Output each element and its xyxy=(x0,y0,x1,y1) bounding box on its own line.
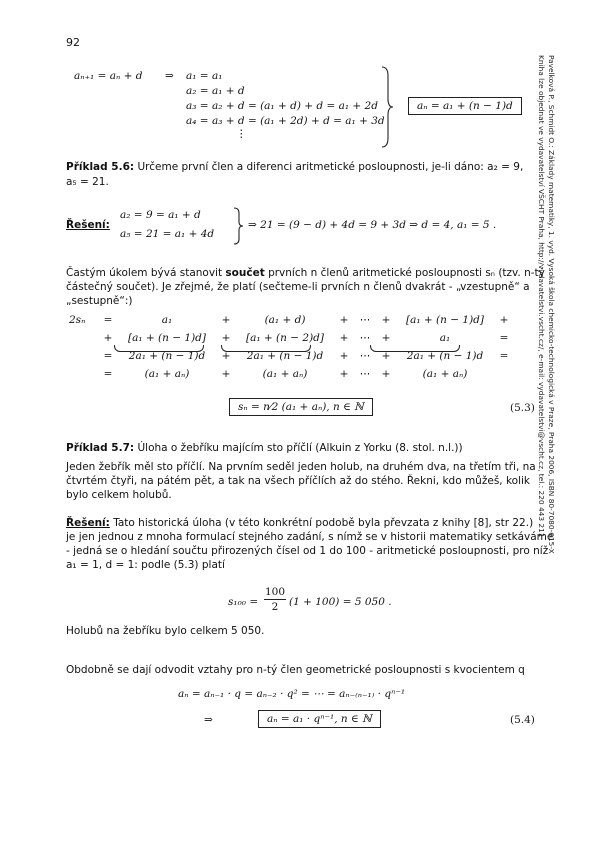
cell: + xyxy=(339,368,349,380)
side-note-line-1: Pavelková P., Schmidt O.: Základy matematiky, 1. vyd. Vysoká škola chemicko-technologická v Praze, Praha 2006, ISBN 80-7080-615-X xyxy=(547,55,556,554)
s100-left: s₁₀₀ = xyxy=(228,596,259,608)
sum-paragraph-c: prvních n členů aritmetické posloupnosti sₙ (tzv. n-tý xyxy=(264,267,545,279)
cell: 2a₁ + (n − 1)d xyxy=(246,350,324,362)
s100-numerator: 100 xyxy=(264,586,286,598)
arithmetic-nth-term-box: aₙ = a₁ + (n − 1)d xyxy=(408,97,522,115)
cell: (a₁ + aₙ) xyxy=(262,368,308,380)
underbrace-2 xyxy=(221,345,311,352)
cell: 2a₁ + (n − 1)d xyxy=(128,350,206,362)
geometric-nth-term-box: aₙ = a₁ · qⁿ⁻¹, n ∈ ℕ xyxy=(258,710,381,728)
cell: a₁ xyxy=(439,332,451,344)
cell: [a₁ + (n − 1)d] xyxy=(406,314,484,326)
solution-5-7-conclusion: Holubů na žebříku bylo celkem 5 050. xyxy=(66,625,265,637)
cell: 2a₁ + (n − 1)d xyxy=(406,350,484,362)
cell: + xyxy=(381,314,391,326)
sum-row-4 xyxy=(66,365,514,383)
example-5-7-title: Úloha o žebříku majícím sto příčlí (Alkuin z Yorku (8. stol. n.l.)) xyxy=(137,442,463,454)
cell xyxy=(494,365,514,383)
cell: + xyxy=(381,368,391,380)
equation-number-5-3: (5.3) xyxy=(510,402,535,414)
example-5-6-text-2: a₅ = 21. xyxy=(66,176,109,188)
cell: = xyxy=(103,368,113,380)
cell xyxy=(66,365,98,383)
cell: = xyxy=(103,314,113,326)
cell: + xyxy=(339,332,349,344)
cell: = xyxy=(103,350,113,362)
cell: a₁ xyxy=(161,314,173,326)
sum-row-1 xyxy=(66,311,514,329)
cell: ⋯ xyxy=(359,332,371,344)
solution-5-6-eq-1: a₂ = 9 = a₁ + d xyxy=(120,209,201,221)
geometric-intro: Obdobně se dají odvodit vztahy pro n-tý člen geometrické posloupnosti s kvocientem q xyxy=(66,664,525,676)
derivation-dots: ⋮ xyxy=(236,128,247,140)
solution-5-6-label: Řešení: xyxy=(66,219,110,231)
cell: ⋯ xyxy=(359,350,371,362)
underbrace-3 xyxy=(370,345,460,352)
cell: + xyxy=(339,314,349,326)
solution-5-6-eq-2: a₅ = 21 = a₁ + 4d xyxy=(120,228,215,240)
cell: ⋯ xyxy=(359,314,371,326)
cell: + xyxy=(381,350,391,362)
solution-5-7-line-3: - jedná se o hledání součtu přirozených čísel od 1 do 100 - aritmetické posloupnosti, pro níž xyxy=(66,545,549,557)
derivation-line-3: a₃ = a₂ + d = (a₁ + d) + d = a₁ + 2d xyxy=(186,100,378,112)
implies-arrow: ⇒ xyxy=(165,70,174,82)
cell: + xyxy=(221,350,231,362)
cell xyxy=(66,347,98,365)
derivation-line-1: a₁ = a₁ xyxy=(186,70,223,82)
cell: = xyxy=(499,350,509,362)
solution-5-7-label: Řešení: xyxy=(66,517,110,529)
example-5-6 xyxy=(66,160,536,175)
sum-paragraph-line-1 xyxy=(66,266,546,281)
underbrace-1 xyxy=(114,345,204,352)
s100-right: (1 + 100) = 5 050 . xyxy=(289,596,392,608)
cell: [a₁ + (n − 2)d] xyxy=(246,332,324,344)
right-brace-small xyxy=(232,207,244,245)
cell: + xyxy=(339,350,349,362)
cell: + xyxy=(221,368,231,380)
cell: 2sₙ xyxy=(69,314,86,326)
example-5-7-line-2: čtvrtém čtyři, na pátém pět, a tak na všech příčlích až do stého. Řekni, kdo můžeš, kolik xyxy=(66,475,531,487)
derivation-line-4: a₄ = a₃ + d = (a₁ + 2d) + d = a₁ + 3d xyxy=(186,115,385,127)
equation-number-5-4: (5.4) xyxy=(510,714,535,726)
solution-5-7-line-4: a₁ = 1, d = 1: podle (5.3) platí xyxy=(66,559,225,571)
sum-paragraph-line-2: částečný součet). Je zřejmé, že platí (sečteme-li prvních n členů dvakrát - „vzestupně“ a xyxy=(66,281,530,293)
solution-5-6-result: ⇒ 21 = (9 − d) + 4d = 9 + 3d ⇒ d = 4, a₁ = 5 . xyxy=(248,219,497,231)
solution-5-7-text-1: Tato historická úloha (v této konkrétní podobě byla převzata z knihy [8], str 22.) xyxy=(109,517,534,529)
example-5-7-label: Příklad 5.7: xyxy=(66,442,135,454)
cell: = xyxy=(499,332,509,344)
example-5-7-line-3: bylo celkem holubů. xyxy=(66,489,172,501)
cell: ⋯ xyxy=(359,368,371,380)
cell: + xyxy=(499,314,509,326)
cell: [a₁ + (n − 1)d] xyxy=(128,332,206,344)
geometric-chain: aₙ = aₙ₋₁ · q = aₙ₋₂ · q² = ⋯ = aₙ₋₍ₙ₋₁₎ · qⁿ⁻¹ xyxy=(178,688,406,700)
solution-5-7-line-2: je jen jednou z mnoha formulací stejného zadání, s nímž se v historii matematiky setkáváme xyxy=(66,531,554,543)
page-number: 92 xyxy=(66,36,80,49)
solution-5-7-line-1 xyxy=(66,516,556,531)
cell: + xyxy=(221,314,231,326)
sum-paragraph-a: Častým úkolem bývá stanovit xyxy=(66,267,226,279)
sum-paragraph-line-3: „sestupně“:) xyxy=(66,295,133,307)
derivation-line-2: a₂ = a₁ + d xyxy=(186,85,245,97)
example-5-7-line-1: Jeden žebřík měl sto příčlí. Na prvním seděl jeden holub, na druhém dva, na třetím tři, na xyxy=(66,461,536,473)
cell: (a₁ + aₙ) xyxy=(422,368,468,380)
cell: + xyxy=(221,332,231,344)
example-5-7 xyxy=(66,441,546,456)
cell xyxy=(66,329,98,347)
cell: (a₁ + aₙ) xyxy=(144,368,190,380)
cell: + xyxy=(381,332,391,344)
right-brace xyxy=(380,66,394,148)
example-5-6-text-1: Určeme první člen a diferenci aritmetické posloupnosti, je-li dáno: a₂ = 9, xyxy=(137,161,524,173)
sum-formula-box: sₙ = n⁄2 (a₁ + aₙ), n ∈ ℕ xyxy=(229,398,373,416)
recurrence: aₙ₊₁ = aₙ + d xyxy=(74,70,143,82)
implies-arrow-2: ⇒ xyxy=(204,714,213,726)
cell: + xyxy=(103,332,113,344)
cell: (a₁ + d) xyxy=(264,314,306,326)
side-note-line-2: Kniha lze objednat ve vydavatelství VŠCHT Praha, http://vydavatelstvi.vscht.cz/, e-mail: vydavatelstvi@vscht.cz, tel.: 220 443 211 xyxy=(537,55,547,538)
example-5-6-label: Příklad 5.6: xyxy=(66,161,135,173)
s100-denominator: 2 xyxy=(271,601,279,613)
sum-keyword: součet xyxy=(225,267,265,279)
